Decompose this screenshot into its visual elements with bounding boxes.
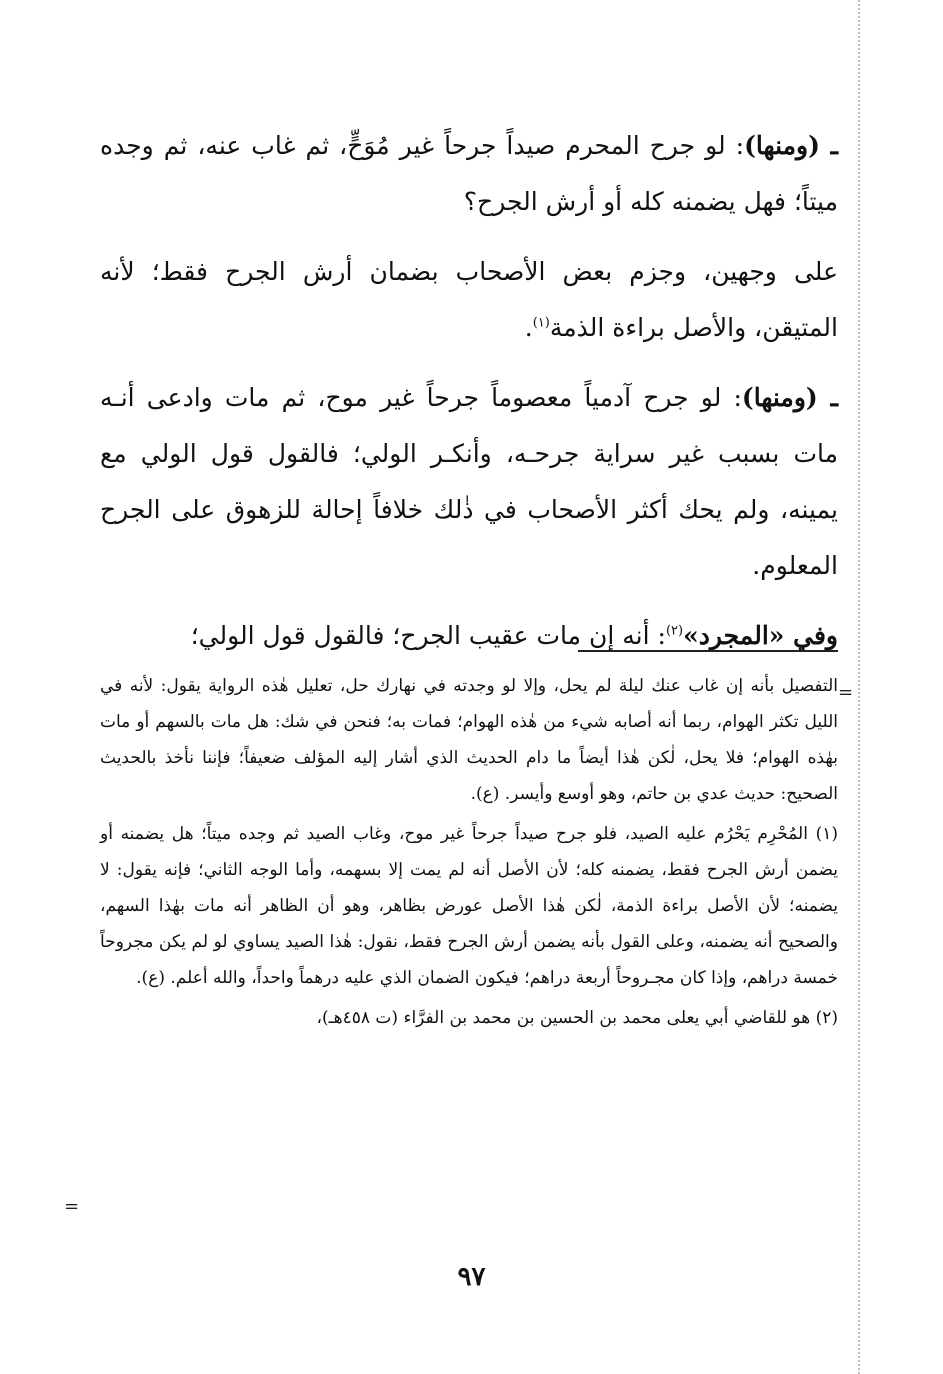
footnote-1: (١) المُحْرِم يَحْرُم عليه الصيد، فلو جرح صيداً جرحاً غير موح، وغاب الصيد ثم وجده ميتاً؛ هل يضمنه أو يضمن أرش الجرح فقط، يضمنه كله؛ لأن الأصل أنه لم يمت إلا بسهمه، وأما الوجه الثاني؛ فإنه يقول: لا يضمنه؛ لأن الأصل براءة الذمة، لٰكن هٰذا الأصل عورض بظاهر، وهو أن الظاهر أنه مات بهٰذا السهم، والصحيح أنه يضمنه، وعلى القول بأنه يضمن أرش الجرح فقط، نقول: هٰذا الصيد يساوي لو لم يكن مجروحاً خمسة دراهم، وإذا كان مجـروحاً أربعة دراهم؛ فيكون الضمان الذي عليه درهماً واحداً، والله أعلم. (ع). — [100, 824, 838, 988]
paragraph-lead: ـ (ومنها) — [741, 383, 838, 412]
paragraph-text: : لو جرح المحرم صيداً جرحاً غير مُوَحٍّ، ثم غاب عنه، ثم وجده ميتاً؛ فهل يضمنه كله أو أرش الجرح؟ — [100, 131, 838, 216]
paragraph-lead: وفي «المجرد» — [683, 621, 838, 650]
footnote-ref-1[interactable]: (١) — [532, 315, 550, 331]
footnotes — [100, 668, 838, 1040]
page-number: ٩٧ — [457, 1262, 486, 1292]
footnote-2: (٢) هو للقاضي أبي يعلى محمد بن الحسين بن محمد بن الفرَّاء (ت ٤٥٨هـ)، — [316, 1008, 838, 1028]
footnote-continuation: التفصيل بأنه إن غاب عنك ليلة لم يحل، وإلا لو وجدته في نهارك حل، تعليل هٰذه الرواية يقول: لأنه في الليل تكثر الهوام، ربما أنه أصابه شيء من هٰذه الهوام؛ فمات به؛ فنحن في شك: هل مات بالسهم أو مات بهٰذه الهوام؛ فلا يحل، لٰكن هٰذا أيضاً ما دام الحديث الذي أشار إليه المؤلف ضعيفاً؛ فإننا نأخذ بالحديث الصحيح: حديث عدي بن حاتم، وهو أوسع وأيسر. (ع). — [100, 676, 838, 804]
paragraph-text: : أنه إن مات عقيب الجرح؛ فالقول قول الولي؛ — [190, 621, 666, 650]
paragraph-3 — [100, 370, 838, 594]
paragraph-1 — [100, 118, 838, 230]
scan-edge-line — [858, 0, 860, 1374]
next-page-mark: = — [64, 1196, 80, 1217]
footnote-ref-2[interactable]: (٢) — [665, 623, 684, 639]
footnote-separator — [578, 650, 838, 652]
paragraph-text: على وجهين، وجزم بعض الأصحاب بضمان أرش الجرح فقط؛ لأنه المتيقن، والأصل براءة الذمة — [100, 257, 838, 342]
main-text — [100, 118, 838, 678]
paragraph-tail: . — [524, 313, 533, 342]
continuation-mark: = — [838, 682, 854, 703]
paragraph-text: : لو جرح آدمياً معصوماً جرحاً غير موح، ثم مات وادعى أنـه مات بسبب غير سراية جرحـه، وأنكـر الولي؛ فالقول قول الولي مع يمينه، ولم يحك أكثر الأصحاب في ذٰلك خلافاً إحالة للزهوق على الجرح المعلوم. — [100, 383, 838, 580]
paragraph-4 — [100, 608, 838, 664]
paragraph-2 — [100, 244, 838, 356]
paragraph-lead: ـ (ومنها) — [744, 131, 838, 160]
